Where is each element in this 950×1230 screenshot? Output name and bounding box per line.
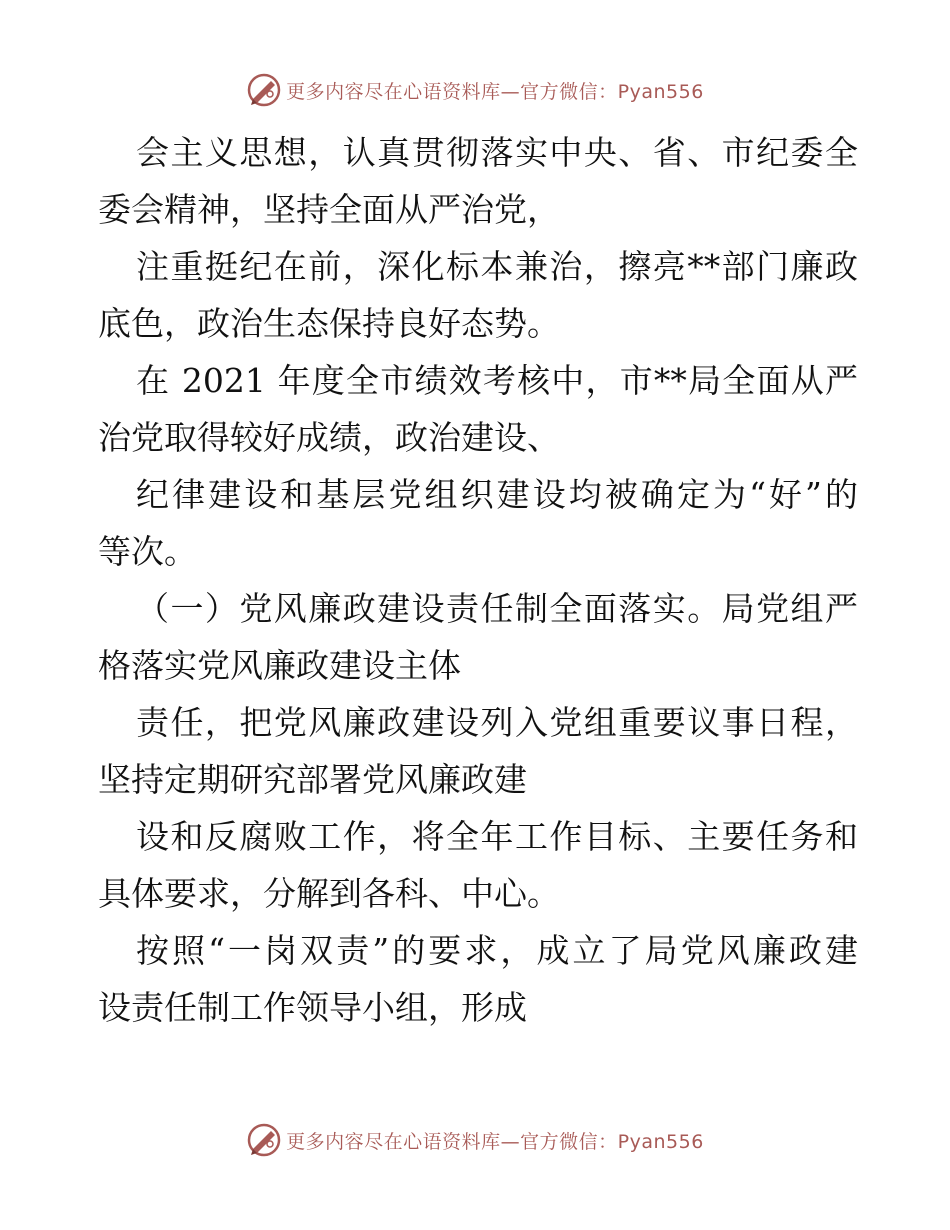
text-line: 治党取得较好成绩，政治建设、 <box>98 418 560 457</box>
footer-watermark <box>0 1120 950 1160</box>
text-line: 坚持定期研究部署党风廉政建 <box>98 760 527 799</box>
text-line: 设和反腐败工作，将全年工作目标、主要任务和 <box>136 817 858 856</box>
text-line: 纪律建设和基层党组织建设均被确定为“好”的 <box>136 475 858 514</box>
text-line: 会主义思想，认真贯彻落实中央、省、市纪委全 <box>136 133 858 172</box>
header-watermark <box>0 70 950 110</box>
pen-logo-icon <box>246 1122 282 1158</box>
watermark-text: 更多内容尽在心语资料库—官方微信：Pyan556 <box>286 1130 704 1153</box>
text-line: 委会精神，坚持全面从严治党， <box>98 190 560 229</box>
text-line: 设责任制工作领导小组，形成 <box>98 988 527 1027</box>
text-line: 在 2021 年度全市绩效考核中，市**局全面从严 <box>136 361 858 400</box>
paragraph <box>98 124 858 238</box>
document-body <box>98 124 858 1036</box>
paragraph <box>98 808 858 922</box>
paragraph <box>98 922 858 1036</box>
paragraph <box>98 580 858 694</box>
text-line: 底色，政治生态保持良好态势。 <box>98 304 560 343</box>
watermark-text: 更多内容尽在心语资料库—官方微信：Pyan556 <box>286 80 704 103</box>
text-line: 按照“一岗双责”的要求，成立了局党风廉政建 <box>136 931 858 970</box>
text-line: （一）党风廉政建设责任制全面落实。局党组严 <box>136 589 858 628</box>
paragraph <box>98 694 858 808</box>
text-line: 等次。 <box>98 532 197 571</box>
paragraph <box>98 238 858 352</box>
text-line: 责任，把党风廉政建设列入党组重要议事日程， <box>136 703 858 742</box>
pen-logo-icon <box>246 72 282 108</box>
paragraph <box>98 466 858 580</box>
text-line: 注重挺纪在前，深化标本兼治，擦亮**部门廉政 <box>136 247 858 286</box>
text-line: 格落实党风廉政建设主体 <box>98 646 461 685</box>
paragraph <box>98 352 858 466</box>
text-line: 具体要求，分解到各科、中心。 <box>98 874 560 913</box>
